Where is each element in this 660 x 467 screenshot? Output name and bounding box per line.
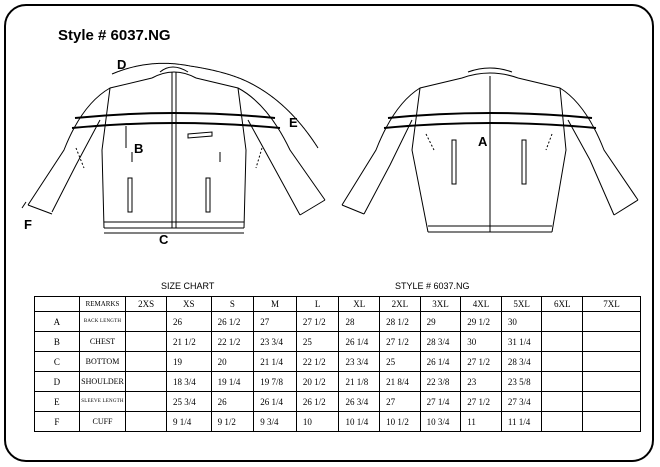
column-header: 5XL (501, 297, 542, 312)
back-jacket-drawing (342, 68, 638, 232)
row-remark-label: SHOULDER (79, 372, 126, 392)
table-cell: 18 3/4 (166, 372, 211, 392)
table-cell: 26 3/4 (339, 392, 380, 412)
label-d: D (117, 57, 127, 72)
table-cell: 9 3/4 (254, 412, 297, 432)
column-header: M (254, 297, 297, 312)
table-cell: 27 1/4 (420, 392, 461, 412)
table-cell: 20 1/2 (296, 372, 339, 392)
table-cell: 26 1/4 (339, 332, 380, 352)
column-header: S (211, 297, 254, 312)
table-cell: 30 (461, 332, 502, 352)
table-cell: 23 3/4 (254, 332, 297, 352)
label-c: C (159, 232, 169, 247)
table-cell (583, 332, 641, 352)
label-f: F (24, 217, 32, 232)
column-header: 3XL (420, 297, 461, 312)
table-cell (126, 372, 167, 392)
table-cell: 11 (461, 412, 502, 432)
table-cell: 10 (296, 412, 339, 432)
table-cell (542, 392, 583, 412)
table-cell (583, 372, 641, 392)
table-cell: 23 5/8 (501, 372, 542, 392)
table-cell (126, 412, 167, 432)
table-cell (126, 352, 167, 372)
table-cell: 9 1/4 (166, 412, 211, 432)
table-cell: 28 3/4 (501, 352, 542, 372)
table-cell: 19 1/4 (211, 372, 254, 392)
table-cell: 28 (339, 312, 380, 332)
table-cell: 21 1/2 (166, 332, 211, 352)
table-cell: 26 1/2 (296, 392, 339, 412)
table-row (35, 372, 641, 392)
table-cell: 27 3/4 (501, 392, 542, 412)
column-header: XL (339, 297, 380, 312)
row-remark-label: SLEEVE LENGTH (79, 392, 126, 412)
table-cell: 23 (461, 372, 502, 392)
table-cell: 10 1/4 (339, 412, 380, 432)
table-cell: 22 1/2 (296, 352, 339, 372)
table-cell (583, 392, 641, 412)
column-header: 6XL (542, 297, 583, 312)
row-remark-label: BACK LENGTH (79, 312, 126, 332)
table-cell: 22 3/8 (420, 372, 461, 392)
size-chart-table (34, 296, 641, 432)
table-cell: 27 (380, 392, 421, 412)
table-row (35, 392, 641, 412)
table-cell: 10 1/2 (380, 412, 421, 432)
table-cell: 28 1/2 (380, 312, 421, 332)
row-key: D (35, 372, 80, 392)
table-cell: 9 1/2 (211, 412, 254, 432)
style-number-heading: STYLE # 6037.NG (395, 281, 470, 291)
table-cell (583, 312, 641, 332)
column-header: 4XL (461, 297, 502, 312)
table-cell: 26 1/2 (211, 312, 254, 332)
table-cell (583, 352, 641, 372)
column-header: L (296, 297, 339, 312)
table-cell: 22 1/2 (211, 332, 254, 352)
column-header (35, 297, 80, 312)
table-cell (542, 352, 583, 372)
table-cell: 30 (501, 312, 542, 332)
table-cell: 31 1/4 (501, 332, 542, 352)
table-cell (542, 332, 583, 352)
table-cell: 19 7/8 (254, 372, 297, 392)
row-remark-label: CHEST (79, 332, 126, 352)
table-row (35, 312, 641, 332)
table-cell: 11 1/4 (501, 412, 542, 432)
table-cell: 26 (166, 312, 211, 332)
style-title: Style # 6037.NG (58, 27, 171, 44)
table-cell: 27 1/2 (461, 352, 502, 372)
table-cell: 19 (166, 352, 211, 372)
table-cell: 25 (296, 332, 339, 352)
table-cell: 28 3/4 (420, 332, 461, 352)
table-cell: 23 3/4 (339, 352, 380, 372)
table-cell (542, 412, 583, 432)
row-key: F (35, 412, 80, 432)
table-cell: 21 1/8 (339, 372, 380, 392)
table-cell: 25 3/4 (166, 392, 211, 412)
table-cell (542, 312, 583, 332)
size-chart-heading: SIZE CHART (161, 281, 215, 291)
column-header: 7XL (583, 297, 641, 312)
front-jacket-drawing (22, 63, 325, 233)
table-cell: 21 1/4 (254, 352, 297, 372)
label-a: A (478, 134, 488, 149)
column-header: 2XL (380, 297, 421, 312)
table-cell: 27 (254, 312, 297, 332)
table-cell: 27 1/2 (380, 332, 421, 352)
table-row (35, 332, 641, 352)
table-cell: 21 8/4 (380, 372, 421, 392)
table-cell: 29 1/2 (461, 312, 502, 332)
table-row (35, 412, 641, 432)
table-cell: 20 (211, 352, 254, 372)
table-cell (542, 372, 583, 392)
row-key: E (35, 392, 80, 412)
table-cell: 27 1/2 (296, 312, 339, 332)
table-cell: 27 1/2 (461, 392, 502, 412)
table-row (35, 352, 641, 372)
table-cell: 26 1/4 (420, 352, 461, 372)
table-cell (583, 412, 641, 432)
column-header: XS (166, 297, 211, 312)
column-header-remarks: REMARKS (79, 297, 126, 312)
table-cell: 10 3/4 (420, 412, 461, 432)
table-cell (126, 332, 167, 352)
row-key: C (35, 352, 80, 372)
row-key: A (35, 312, 80, 332)
table-cell (126, 392, 167, 412)
row-remark-label: BOTTOM (79, 352, 126, 372)
row-key: B (35, 332, 80, 352)
column-header: 2XS (126, 297, 167, 312)
table-cell (126, 312, 167, 332)
row-remark-label: CUFF (79, 412, 126, 432)
table-cell: 29 (420, 312, 461, 332)
table-cell: 25 (380, 352, 421, 372)
table-cell: 26 (211, 392, 254, 412)
label-e: E (289, 115, 298, 130)
table-header-row (35, 297, 641, 312)
label-b: B (134, 141, 144, 156)
table-cell: 26 1/4 (254, 392, 297, 412)
